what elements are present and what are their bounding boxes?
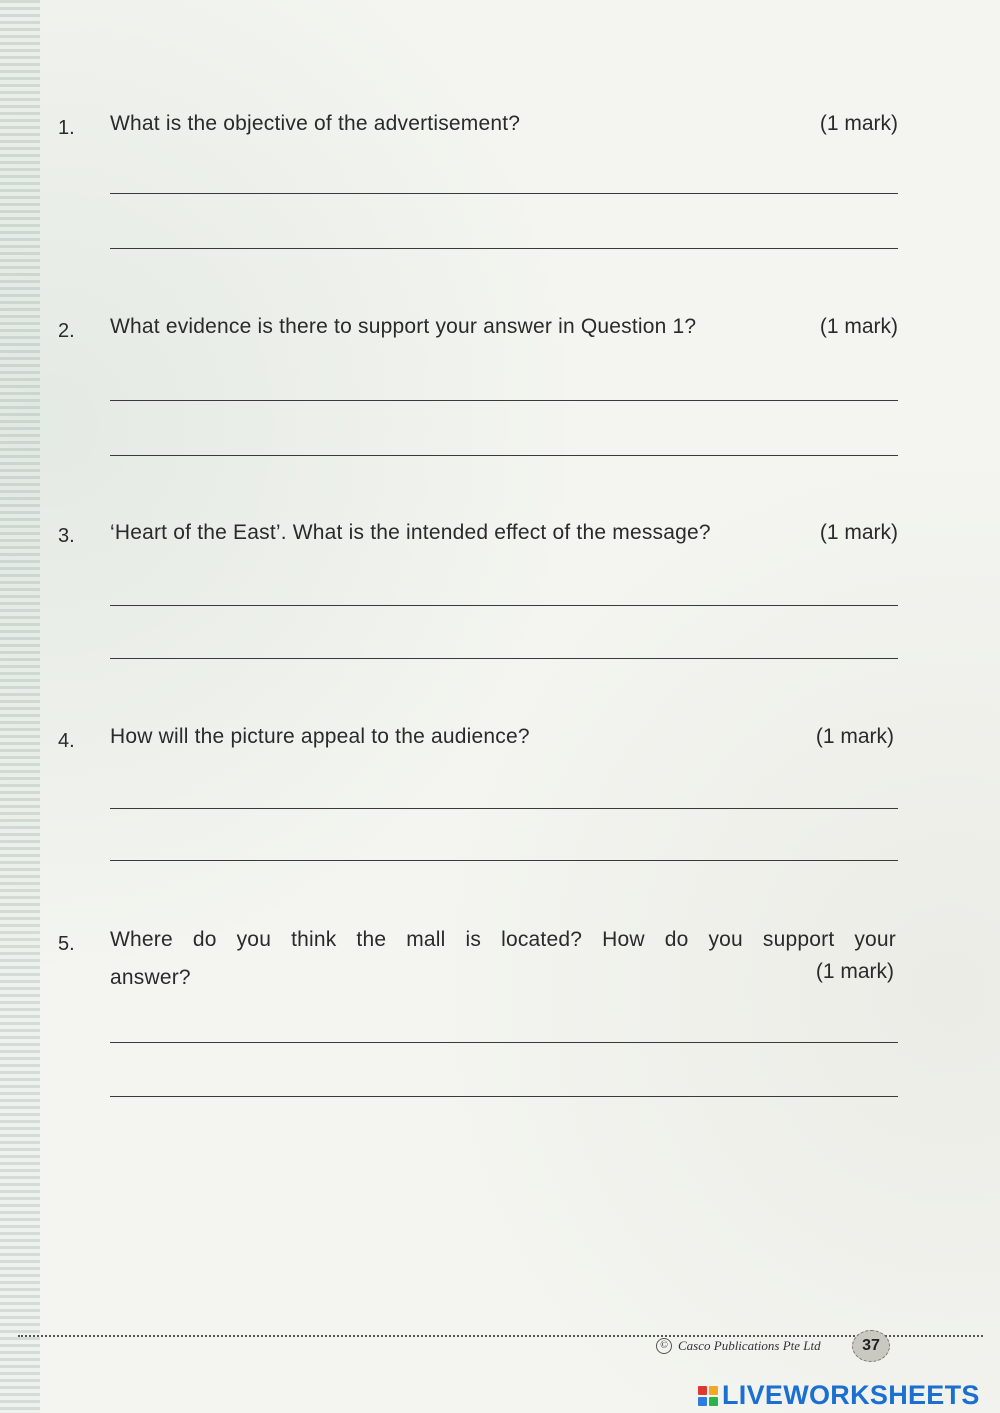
answer-line[interactable] (110, 658, 898, 659)
question-number: 5. (58, 933, 75, 955)
question-mark: (1 mark) (819, 521, 898, 544)
question-text: What is the objective of the advertisement? (110, 112, 521, 135)
page-edge-shadow (0, 0, 40, 1413)
answer-line[interactable] (110, 808, 898, 809)
question-number: 4. (58, 730, 75, 752)
question-text-continued: answer? (110, 966, 191, 989)
question-text: What evidence is there to support your answer in Question 1? (110, 315, 697, 338)
question-number: 3. (58, 525, 75, 547)
question-mark: (1 mark) (819, 112, 898, 135)
question-text: How will the picture appeal to the audience? (110, 725, 530, 748)
liveworksheets-watermark (698, 1380, 980, 1411)
publisher-name: Casco Publications Pte Ltd (678, 1338, 821, 1353)
liveworksheets-logo-icon (698, 1386, 718, 1406)
publisher-credit (656, 1338, 821, 1354)
answer-line[interactable] (110, 860, 898, 861)
footer-rule (18, 1335, 983, 1337)
answer-line[interactable] (110, 400, 898, 401)
answer-line[interactable] (110, 455, 898, 456)
answer-line[interactable] (110, 193, 898, 194)
watermark-text: LIVEWORKSHEETS (722, 1380, 980, 1410)
question-mark: (1 mark) (819, 315, 898, 338)
copyright-icon: © (656, 1338, 672, 1354)
question-text: Where do you think the mall is located? How do you support your (110, 928, 896, 951)
page-number: 37 (852, 1330, 890, 1362)
question-text: ‘Heart of the East’. What is the intended effect of the message? (110, 521, 711, 544)
question-mark: (1 mark) (815, 960, 894, 983)
answer-line[interactable] (110, 1096, 898, 1097)
answer-line[interactable] (110, 1042, 898, 1043)
question-number: 2. (58, 320, 75, 342)
question-number: 1. (58, 117, 75, 139)
answer-line[interactable] (110, 248, 898, 249)
question-mark: (1 mark) (815, 725, 894, 748)
answer-line[interactable] (110, 605, 898, 606)
